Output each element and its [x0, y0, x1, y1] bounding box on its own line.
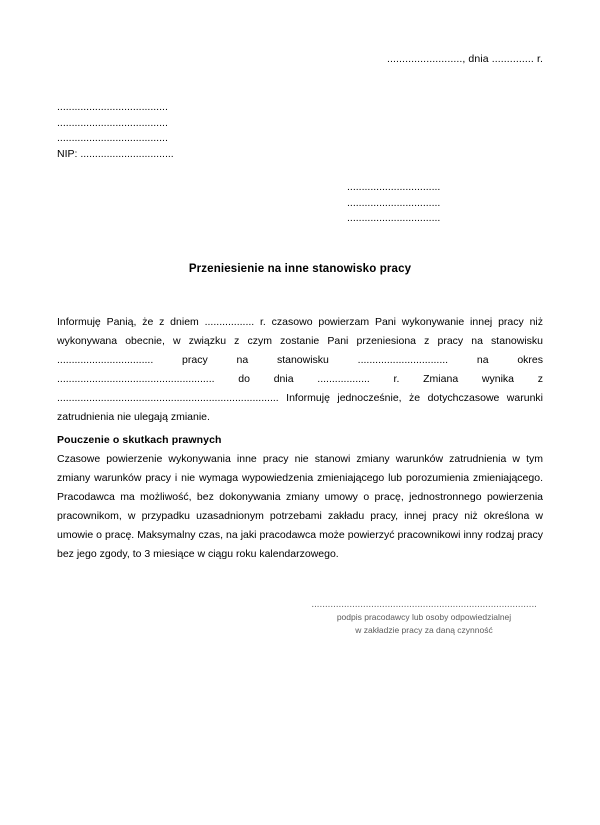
sender-line-2: ......................................: [57, 116, 168, 129]
date-place-line: ........................., dnia .............. r.: [386, 53, 543, 65]
signature-caption-line-2: w zakładzie pracy za daną czynność: [355, 624, 493, 635]
body-paragraph: Informuję Panią, że z dniem ................. r. czasowo powierzam Pani wykonywanie innej pracy niż wykonywana obecnie, w związku z czym zostanie Pani przeniesiona z pracy na stanowisku ................................. pracy na stanowisku ............................... na okres ...................................................... do dnia .................. r. Zmiana wynika z ............................................................................ Informuję jednocześnie, że dotychczasowe warunki zatrudnienia nie ulegają zmianie.: [57, 316, 543, 423]
sender-line-3: ......................................: [57, 132, 168, 144]
recipient-line-1: ................................: [347, 181, 441, 193]
sender-line-1: ......................................: [57, 101, 168, 113]
sender-employer-block: [57, 100, 174, 162]
signature-block: [300, 598, 548, 636]
recipient-line-2: ................................: [347, 196, 441, 209]
recipient-employee-block: [347, 180, 440, 227]
recipient-line-3: ................................: [347, 212, 441, 224]
sender-nip-line: NIP: ................................: [57, 147, 174, 160]
signature-dotted-line: ...................................................................................: [311, 598, 537, 610]
signature-caption-line-1: podpis pracodawcy lub osoby odpowiedzialnej: [336, 612, 512, 622]
legal-notice-paragraph: Czasowe powierzenie wykonywania inne pracy nie stanowi zmiany warunków zatrudnienia w tym zmiany warunków pracy i nie wymaga wypowiedzenia zmieniającego lub porozumienia zmieniającego. Pracodawca ma możliwość, bez dokonywania zmiany umowy o pracę, jednostronnego powierzenia pracownikom, w przypadku uzasadnionym potrzebami zakładu pracy, innej pracy niż określona w umowie o pracę. Maksymalny czas, na jaki pracodawca może powierzyć pracownikowi inny rodzaj pracy bez jego zgody, to 3 miesiące w ciągu roku kalendarzowego.: [57, 453, 543, 560]
document-title: Przeniesienie na inne stanowisko pracy: [188, 263, 412, 275]
legal-notice-heading: Pouczenie o skutkach prawnych: [57, 434, 222, 446]
